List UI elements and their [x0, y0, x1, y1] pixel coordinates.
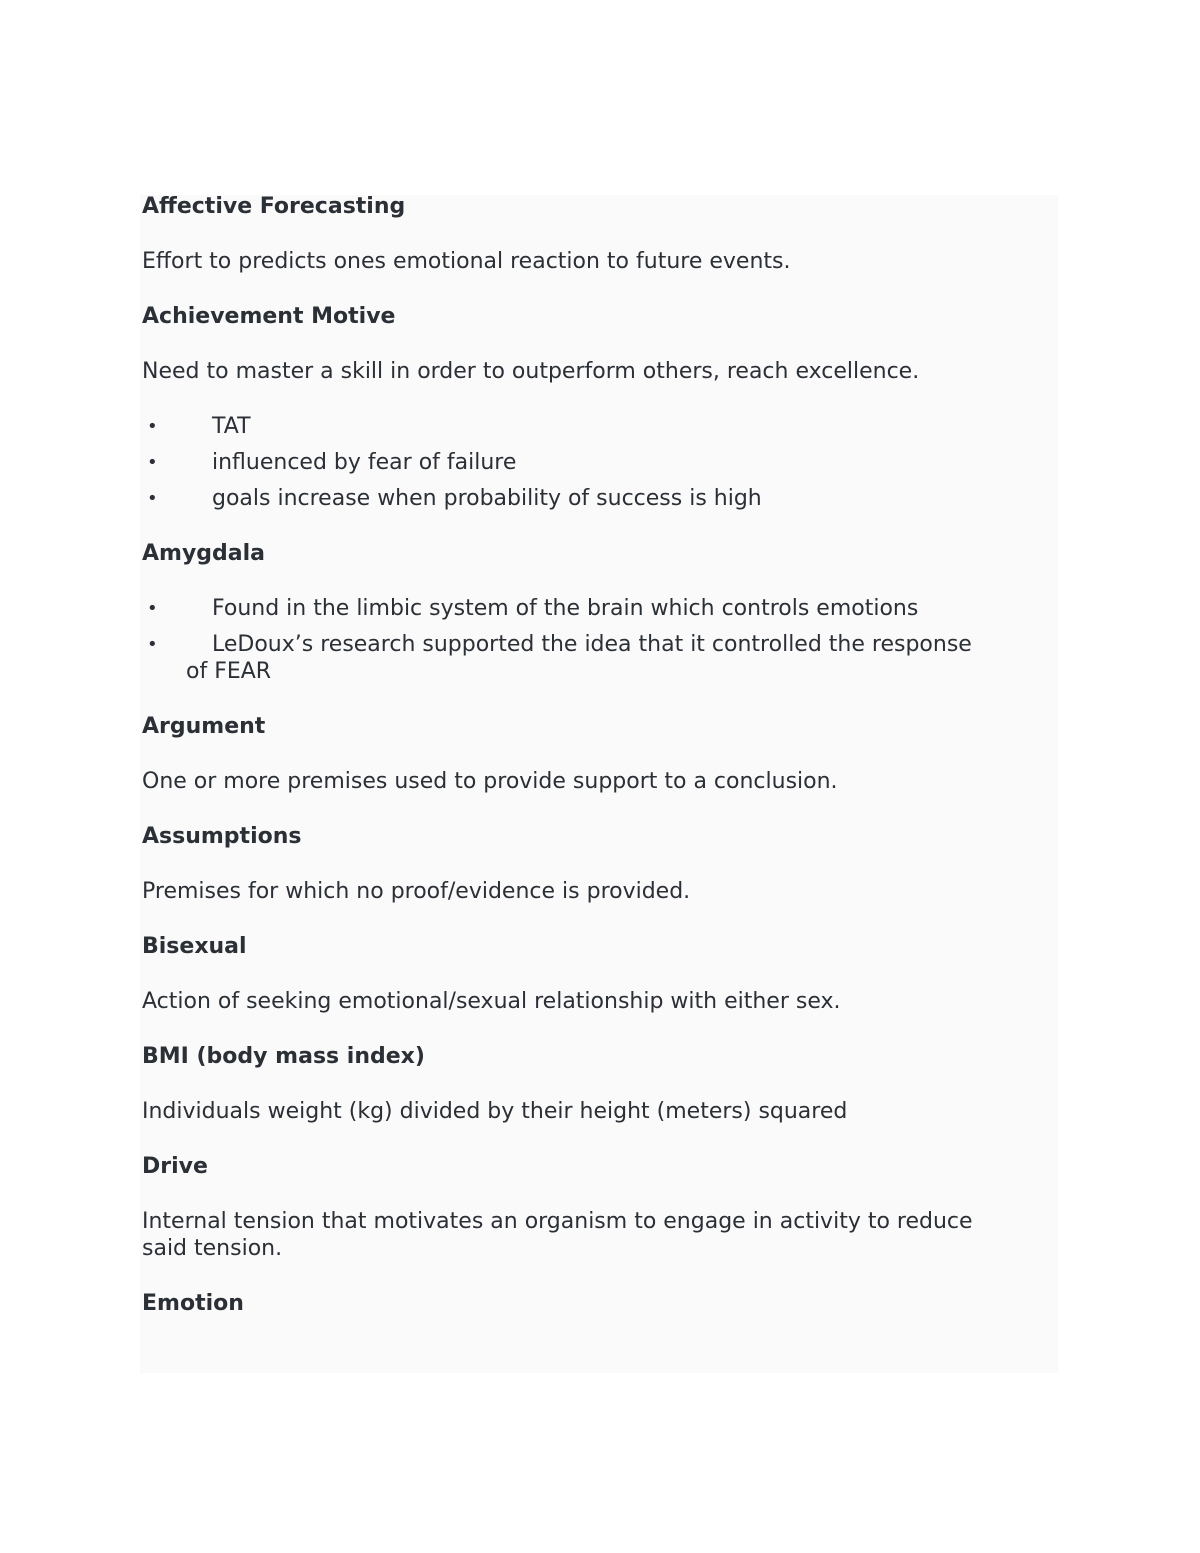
bullet-icon: • — [147, 598, 158, 619]
list-item-text-continued: of FEAR — [186, 659, 272, 684]
term-heading: Amygdala — [142, 541, 266, 566]
term-heading: Argument — [142, 714, 266, 739]
term-definition: Effort to predicts ones emotional reaction to future events. — [142, 249, 791, 274]
list-item-text: goals increase when probability of success is high — [212, 486, 762, 511]
term-heading: Affective Forecasting — [142, 194, 406, 219]
term-heading: Bisexual — [142, 934, 247, 959]
term-definition: Premises for which no proof/evidence is provided. — [142, 879, 691, 904]
term-definition: Need to master a skill in order to outperform others, reach excellence. — [142, 359, 920, 384]
term-definition: One or more premises used to provide support to a conclusion. — [142, 769, 838, 794]
term-heading: Assumptions — [142, 824, 302, 849]
definition-line: Internal tension that motivates an organism to engage in activity to reduce — [142, 1209, 973, 1234]
list-item — [142, 631, 1042, 685]
definition-line: said tension. — [142, 1236, 283, 1261]
list-item-text: LeDoux’s research supported the idea that it controlled the response — [212, 632, 972, 657]
term-definition: Action of seeking emotional/sexual relationship with either sex. — [142, 989, 841, 1014]
term-definition: Individuals weight (kg) divided by their height (meters) squared — [142, 1099, 848, 1124]
bullet-icon: • — [147, 452, 158, 473]
list-item-text: influenced by fear of failure — [212, 450, 517, 475]
list-item-text: TAT — [212, 414, 251, 439]
term-heading: Achievement Motive — [142, 304, 396, 329]
term-definition — [142, 1208, 1042, 1262]
list-item — [142, 485, 1042, 512]
bullet-list — [142, 413, 1042, 512]
bullet-icon: • — [147, 634, 158, 655]
list-item — [142, 449, 1042, 476]
bullet-icon: • — [147, 488, 158, 509]
glossary-document — [142, 193, 1042, 1345]
term-heading: Emotion — [142, 1291, 244, 1316]
bullet-icon: • — [147, 416, 158, 437]
term-heading: BMI (body mass index) — [142, 1044, 425, 1069]
list-item — [142, 595, 1042, 622]
bullet-list — [142, 595, 1042, 685]
term-heading: Drive — [142, 1154, 208, 1179]
list-item — [142, 413, 1042, 440]
list-item-text: Found in the limbic system of the brain which controls emotions — [212, 596, 919, 621]
